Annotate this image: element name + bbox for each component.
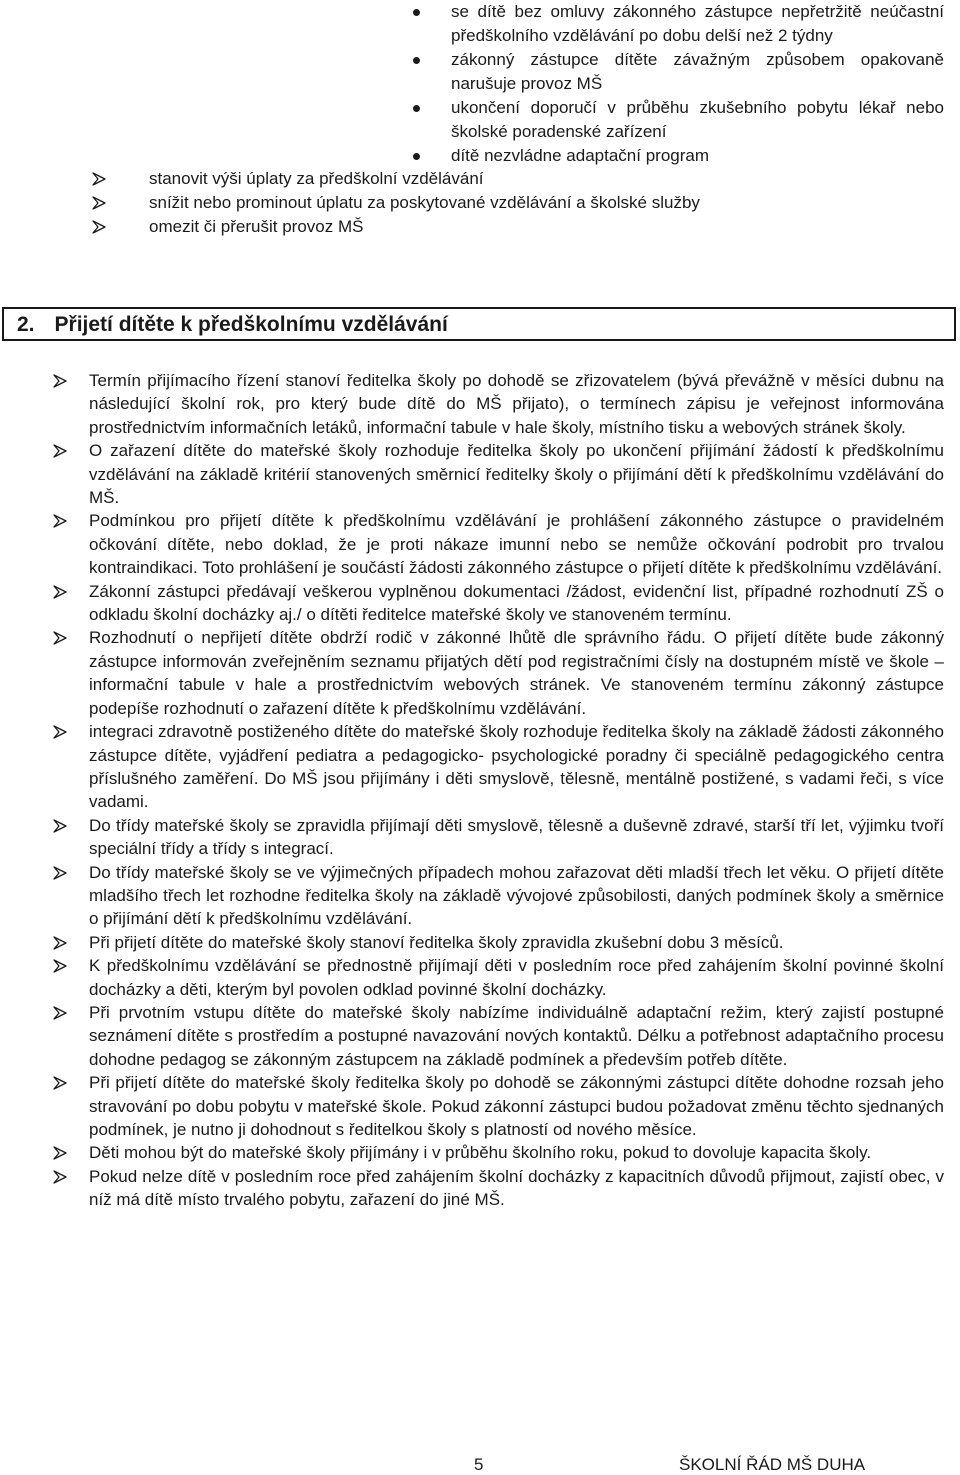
list-item: Do třídy mateřské školy se ve výjimečných případech mohou zařazovat děti mladší třech let věku. O přijetí dítěte mladšího třech let rozhodne ředitelka školy na základě vývojové způsobilosti, daných podmínek školy a směrnice o přijímání dětí k předškolnímu vzdělávání. bbox=[53, 861, 944, 931]
list-item: snížit nebo prominout úplatu za poskytované vzdělávání a školské služby bbox=[92, 191, 912, 215]
list-item: stanovit výši úplaty za předškolní vzdělávání bbox=[92, 167, 912, 191]
arrow-bullet-icon bbox=[53, 959, 67, 973]
arrow-bullet-icon bbox=[53, 1076, 67, 1090]
bullet-dot-icon bbox=[413, 9, 420, 16]
bullet-dot-icon bbox=[413, 153, 420, 160]
list-item: dítě nezvládne adaptační program bbox=[410, 144, 944, 168]
arrow-bullet-icon bbox=[53, 1006, 67, 1020]
admission-rules-list bbox=[53, 369, 944, 1212]
list-item: ukončení doporučí v průběhu zkušebního pobytu lékař nebo školské poradenské zařízení bbox=[410, 96, 944, 144]
section-number: 2. bbox=[17, 313, 35, 336]
arrow-bullet-icon bbox=[92, 196, 106, 210]
list-item: Děti mohou být do mateřské školy přijímány i v průběhu školního roku, pokud to dovoluje kapacita školy. bbox=[53, 1141, 944, 1164]
arrow-bullet-icon bbox=[92, 220, 106, 234]
list-item: se dítě bez omluvy zákonného zástupce nepřetržitě neúčastní předškolního vzdělávání po dobu delší než 2 týdny bbox=[410, 0, 944, 48]
list-item: omezit či přerušit provoz MŠ bbox=[92, 215, 912, 239]
section-title-text: Přijetí dítěte k předškolnímu vzdělávání bbox=[54, 313, 448, 336]
arrow-bullet-icon bbox=[53, 631, 67, 645]
list-item: Při prvotním vstupu dítěte do mateřské školy nabízíme individuálně adaptační režim, který zajistí postupné seznámení dítěte s prostředím a postupné navazování nových kontaktů. Délku a potřebnost adaptačního procesu dohodne pedagog se zákonným zástupcem na základě podmínek a především potřeb dítěte. bbox=[53, 1001, 944, 1071]
list-item: Při přijetí dítěte do mateřské školy ředitelka školy po dohodě se zákonnými zástupci dítěte dohodne rozsah jeho stravování po dobu pobytu v mateřské škole. Pokud zákonní zástupci budou požadovat změnu těchto sjednaných podmínek, je nutno ji dohodnout s ředitelkou školy s platností od nového měsíce. bbox=[53, 1071, 944, 1141]
dot-bullet-list bbox=[410, 0, 944, 168]
section-title bbox=[17, 312, 448, 338]
page-footer bbox=[0, 1455, 960, 1475]
arrow-bullet-icon bbox=[53, 819, 67, 833]
list-item: O zařazení dítěte do mateřské školy rozhoduje ředitelka školy po ukončení přijímání žádostí k předškolnímu vzdělávání na základě kritérií stanovených směrnicí ředitelky školy o přijímání dětí k předškolnímu vzdělávání do MŠ. bbox=[53, 439, 944, 509]
list-item: Do třídy mateřské školy se zpravidla přijímají děti smyslově, tělesně a duševně zdravé, starší tří let, výjimku tvoří speciální třídy a třídy s integrací. bbox=[53, 814, 944, 861]
page-number: 5 bbox=[474, 1455, 484, 1474]
arrow-bullet-icon bbox=[53, 936, 67, 950]
list-item: Rozhodnutí o nepřijetí dítěte obdrží rodič v zákonné lhůtě dle správního řádu. O přijetí dítěte bude zákonný zástupce informován zveřejněním seznamu přijatých dětí pod registračními čísly na dostupném místě ve škole – informační tabule v hale a prostřednictvím webových stránek. Ve stanoveném termínu zákonný zástupce podepíše rozhodnutí o zařazení dítěte k předškolnímu vzdělávání. bbox=[53, 626, 944, 720]
arrow-bullet-icon bbox=[53, 725, 67, 739]
list-item: Podmínkou pro přijetí dítěte k předškolnímu vzdělávání je prohlášení zákonného zástupce o pravidelném očkování dítěte, nebo doklad, že je proti nákaze imunní nebo se nemůže očkování podrobit pro trvalou kontraindikaci. Toto prohlášení je součástí žádosti zákonného zástupce o přijetí dítěte k předškolnímu vzdělávání. bbox=[53, 509, 944, 579]
list-item: Termín přijímacího řízení stanoví ředitelka školy po dohodě se zřizovatelem (bývá převážně v měsíci dubnu na následující školní rok, pro který bude dítě do MŠ přijato), o termínech zápisu je veřejnost informována prostřednictvím informačních letáků, informační tabule v hale školy, místního tisku a webových stránek školy. bbox=[53, 369, 944, 439]
list-item: Při přijetí dítěte do mateřské školy stanoví ředitelka školy zpravidla zkušební dobu 3 měsíců. bbox=[53, 931, 944, 954]
list-item: integraci zdravotně postiženého dítěte do mateřské školy rozhoduje ředitelka školy na základě žádosti zákonného zástupce dítěte, vyjádření pediatra a pedagogicko- psychologické poradny či speciálně pedagogického centra příslušného zaměření. Do MŠ jsou přijímány i děti smyslově, tělesně, mentálně postižené, s vadami řeči, s více vadami. bbox=[53, 720, 944, 814]
arrow-bullet-icon bbox=[53, 866, 67, 880]
arrow-bullet-list-top bbox=[92, 167, 912, 239]
list-item: Zákonní zástupci předávají veškerou vyplněnou dokumentaci /žádost, evidenční list, případné rozhodnutí ZŠ o odkladu školní docházky aj./ o dítěti ředitelce mateřské školy ve stanoveném termínu. bbox=[53, 580, 944, 627]
list-item: Pokud nelze dítě v posledním roce před zahájením školní docházky z kapacitních důvodů přijmout, zajistí obec, v níž má dítě místo trvalého pobytu, zařazení do jiné MŠ. bbox=[53, 1165, 944, 1212]
arrow-bullet-icon bbox=[53, 444, 67, 458]
section-heading-box bbox=[2, 307, 956, 341]
list-item: K předškolnímu vzdělávání se přednostně přijímají děti v posledním roce před zahájením školní povinné školní docházky a děti, kterým byl povolen odklad povinné školní docházky. bbox=[53, 954, 944, 1001]
list-item: zákonný zástupce dítěte závažným způsobem opakovaně narušuje provoz MŠ bbox=[410, 48, 944, 96]
arrow-bullet-icon bbox=[53, 514, 67, 528]
arrow-bullet-icon bbox=[53, 1146, 67, 1160]
arrow-bullet-icon bbox=[92, 172, 106, 186]
bullet-dot-icon bbox=[413, 57, 420, 64]
bullet-dot-icon bbox=[413, 105, 420, 112]
arrow-bullet-icon bbox=[53, 585, 67, 599]
arrow-bullet-icon bbox=[53, 1170, 67, 1184]
footer-document-title: ŠKOLNÍ ŘÁD MŠ DUHA bbox=[679, 1455, 866, 1474]
arrow-bullet-icon bbox=[53, 374, 67, 388]
